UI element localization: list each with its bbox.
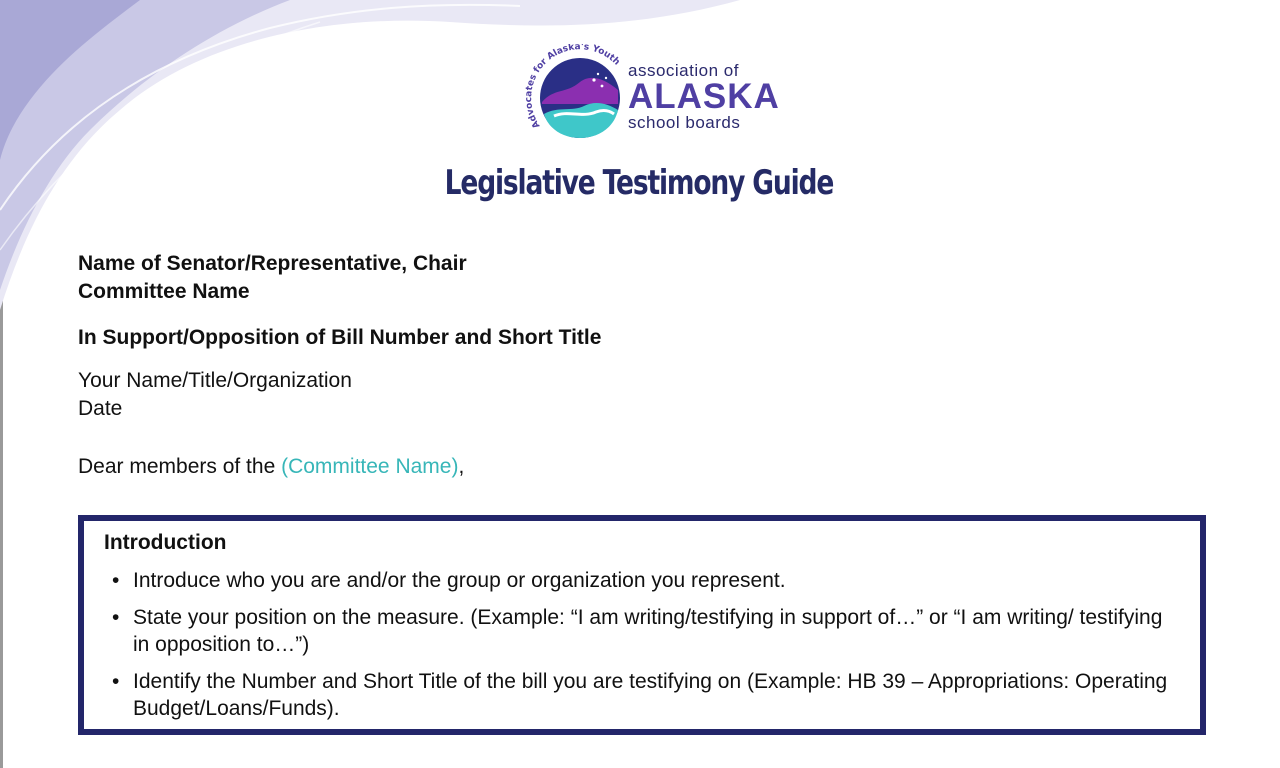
subject-line: In Support/Opposition of Bill Number and Short Title bbox=[78, 326, 602, 349]
introduction-box bbox=[78, 515, 1206, 735]
sender-line: Your Name/Title/Organization bbox=[78, 369, 352, 392]
logo-line-alaska: ALASKA bbox=[628, 77, 780, 116]
introduction-list bbox=[112, 567, 1172, 732]
salutation bbox=[78, 453, 464, 481]
aasb-logo bbox=[524, 44, 784, 144]
logo-line-school-boards: school boards bbox=[628, 113, 741, 132]
logo-line-association: association of bbox=[628, 61, 739, 80]
date-line: Date bbox=[78, 397, 123, 420]
committee-line: Committee Name bbox=[78, 280, 250, 303]
list-item: • Identify the Number and Short Title of the bill you are testifying on (Example: HB 39 – Appropriations: Operating Budget/Loans/Funds). bbox=[112, 668, 1172, 722]
list-item: • Introduce who you are and/or the group or organization you represent. bbox=[112, 567, 1172, 594]
introduction-heading: Introduction bbox=[104, 531, 227, 554]
logo-arc-text: Advocates for Alaska's Youth bbox=[524, 44, 622, 130]
salutation-prefix: Dear members of the bbox=[78, 455, 282, 478]
list-item: • State your position on the measure. (Example: “I am writing/testifying in support of…” or “I am writing/ testifying in opposition to…”) bbox=[112, 604, 1172, 658]
logo-emblem-icon bbox=[524, 44, 628, 144]
document-title: Legislative Testimony Guide bbox=[444, 163, 834, 203]
recipient-line: Name of Senator/Representative, Chair bbox=[78, 252, 467, 275]
committee-name-placeholder: (Committee Name) bbox=[281, 455, 459, 478]
salutation-suffix: , bbox=[458, 455, 465, 478]
